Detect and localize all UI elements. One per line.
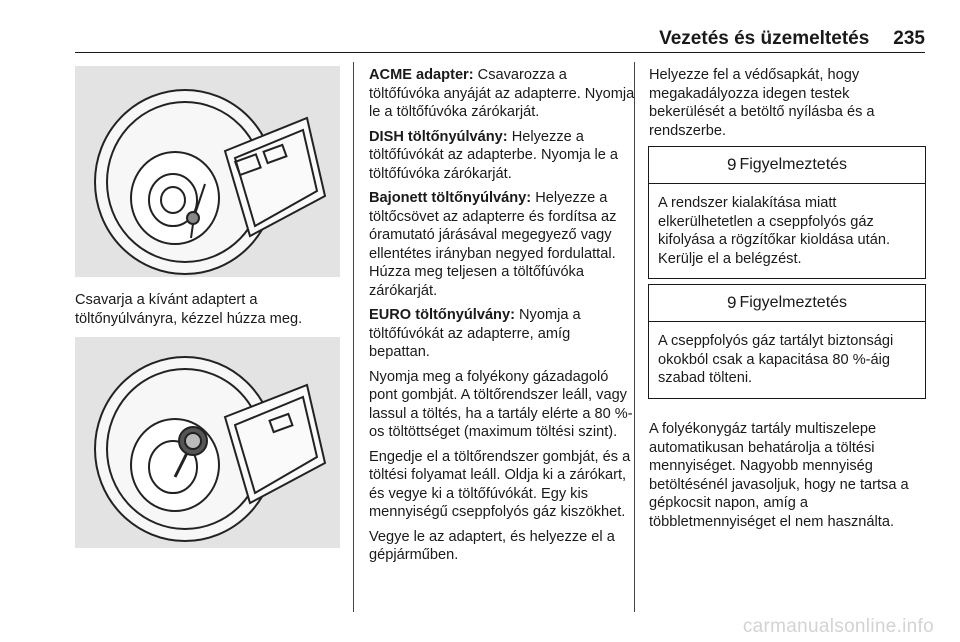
paragraph-euro [369,306,635,362]
paragraph-remove-adapter: Vegye le az adaptert, és helyezze el a gépjárműben. [369,528,615,563]
watermark: carmanualsonline.info [742,616,934,637]
warning-box-1 [648,146,926,279]
warning-box-2 [648,284,926,399]
fuel-flap-illustration-2 [75,337,340,548]
page-header [75,28,925,52]
paragraph-multivalve: A folyékonygáz tartály multiszelepe automatikusan behatárolja a töltési mennyiséget. Nagyobb mennyiség betöltésénél javasoljuk, hogy ne tartsa a gépkocsit napon, amíg a többletmennyiséget el nem használta. [649,421,909,530]
column-divider-1 [353,62,354,612]
header-rule [75,52,925,53]
figure-caption: Csavarja a kívánt adaptert a töltőnyúlványra, kézzel húzza meg. [75,292,303,327]
fuel-flap-drawing-2 [75,337,340,548]
page-title: Vezetés és üzemeltetés [659,28,870,49]
column-3 [649,66,925,146]
fuel-flap-illustration-1 [75,66,340,277]
text-dish: Helyezze a töltőfúvókát az adapterbe. Nyomja le a töltőfúvóka zárókarját. [369,128,619,182]
warning-title-2: Figyelmeztetés [739,294,848,311]
column-2 [369,66,635,571]
text-acme: Csavarozza a töltőfúvóka anyáját az adapterre. Nyomja le a töltőfúvóka zárókarját. [369,67,635,120]
paragraph-dish [369,128,635,184]
text-bajonett: Helyezze a töltőcsövet az adapterre és fordítsa az óramutató járásával megegyező vagy ellentétes irányban negyed fordulattal. Húzza meg teljesen a töltőfúvóka zárókarját. [369,190,617,299]
paragraph-press-button: Nyomja meg a folyékony gázadagoló pont gombját. A töltőrendszer leáll, vagy lassul a töltés, ha a tartály elérte a 80 %-os töltöttséget (maximum töltési szint). [369,368,633,440]
paragraph-protective-cap: Helyezze fel a védősapkát, hogy megakadályozza idegen testek bekerülését a betöltő nyílásba és a rendszerbe. [649,67,875,139]
term-euro: EURO töltőnyúlvány: [369,307,515,323]
term-acme: ACME adapter: [369,67,474,83]
warning-header-2 [649,285,925,322]
warning-header-1 [649,147,925,184]
paragraph-release-button: Engedje el a töltőrendszer gombját, és a töltési folyamat leáll. Oldja ki a zárókart, és vegye ki a töltőfúvókát. Egy kis mennyiségű cseppfolyós gáz kiszökhet. [369,448,631,520]
fuel-flap-drawing-1 [75,66,340,277]
page-number: 235 [893,28,925,49]
warning-text-2: A cseppfolyós gáz tartályt biztonsági okokból csak a kapacitása 80 %-áig szabad tölteni. [658,333,894,386]
warning-text-1: A rendszer kialakítása miatt elkerülhetetlen a cseppfolyós gáz kifolyása a rögzítőkar kioldása után. Kerülje el a belégzést. [658,195,891,267]
warning-title-1: Figyelmeztetés [739,156,848,173]
term-bajonett: Bajonett töltőnyúlvány: [369,190,532,206]
term-dish: DISH töltőnyúlvány: [369,128,508,145]
column-3-bottom [649,420,925,537]
warning-triangle-icon: 9 [726,293,737,312]
paragraph-acme [369,66,635,122]
paragraph-bajonett [369,189,635,300]
warning-triangle-icon: 9 [726,155,737,174]
text-euro: Nyomja a töltőfúvókát az adapterre, amíg bepattan. [369,307,581,360]
